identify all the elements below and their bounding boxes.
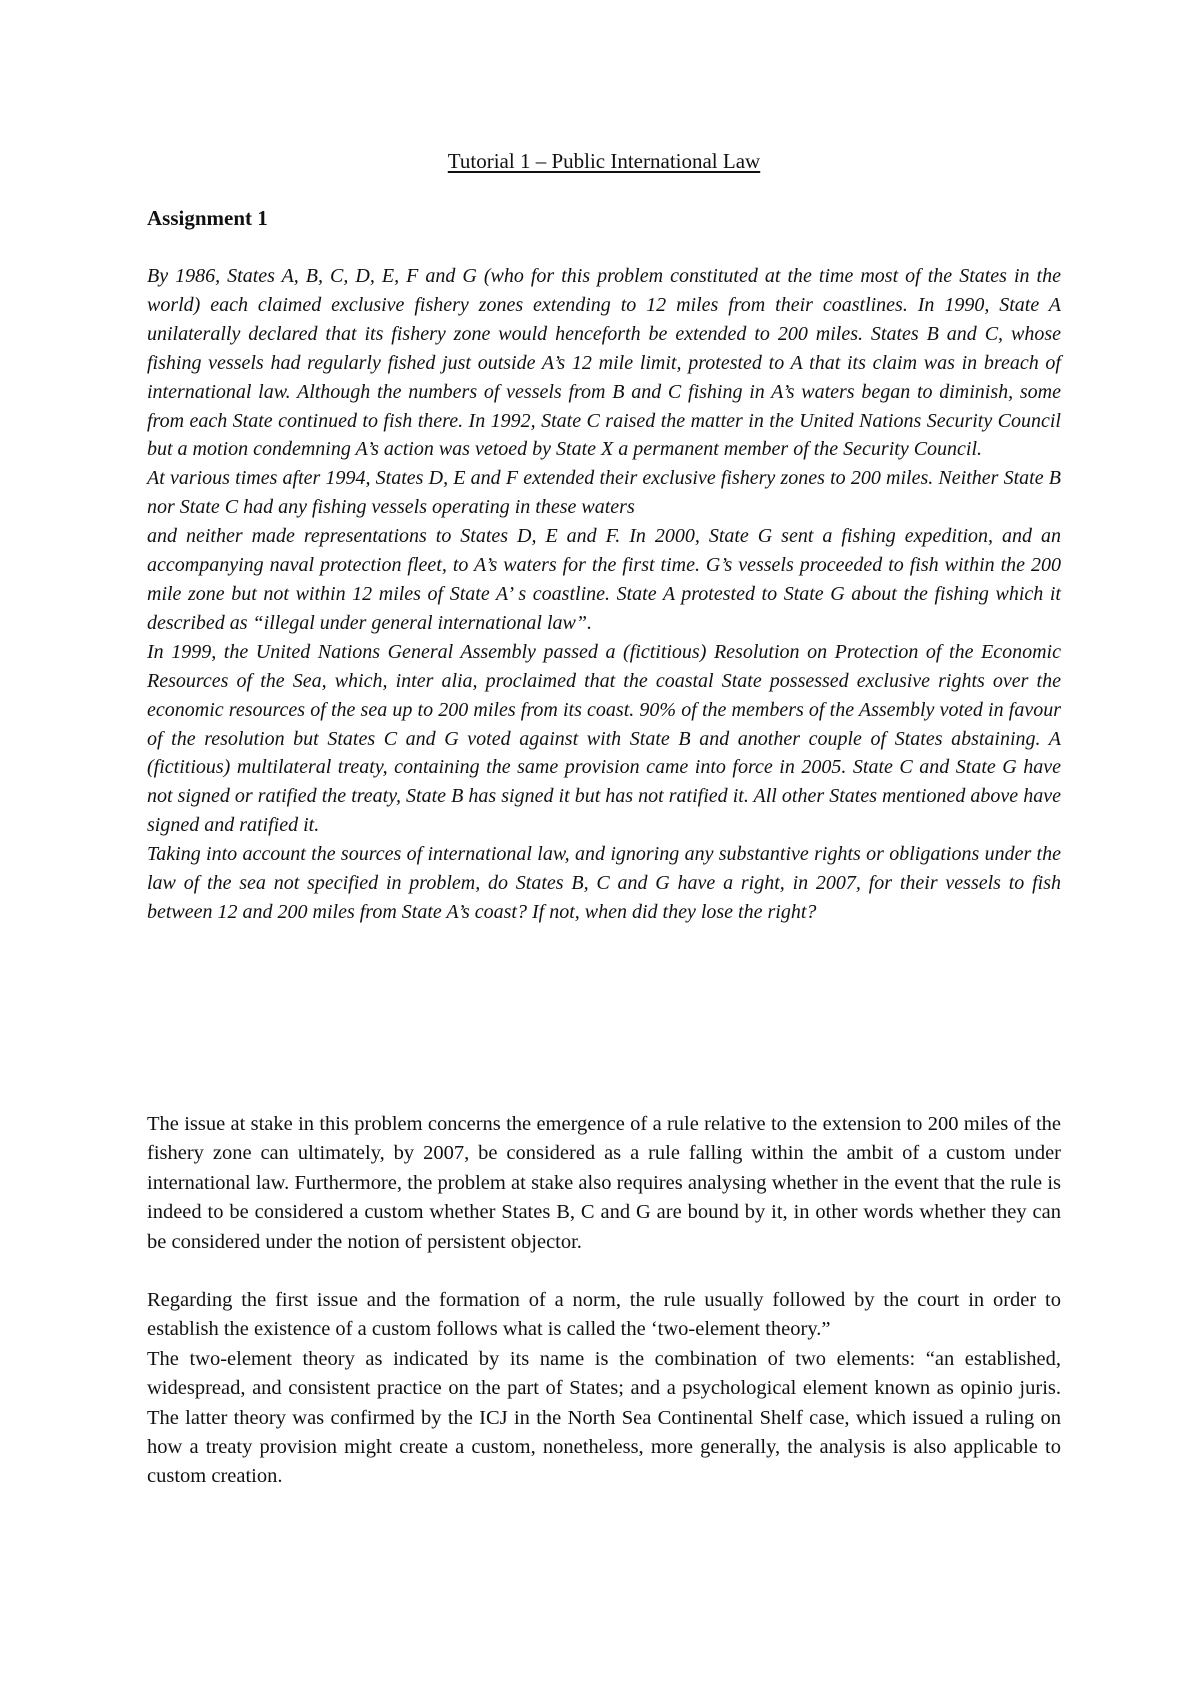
problem-paragraph: At various times after 1994, States D, E and F extended their exclusive fishery zones to 200 miles. Neither State B nor State C had any fishing vessels operating in these waters [147, 467, 1061, 519]
answer-paragraph: The issue at stake in this problem concerns the emergence of a rule relative to the extension to 200 miles of the fishery zone can ultimately, by 2007, be considered as a rule falling within the ambit of a custom under international law. Furthermore, the problem at stake also requires analysing whether in the event that the rule is indeed to be considered a custom whether States B, C and G are bound by it, in other words whether they can be considered under the notion of persistent objector. [147, 1113, 1061, 1253]
assignment-heading: Assignment 1 [147, 206, 268, 230]
answer-body [147, 1110, 1061, 1492]
problem-paragraph: By 1986, States A, B, C, D, E, F and G (who for this problem constituted at the time most of the States in the world) each claimed exclusive fishery zones extending to 12 miles from their coastlines. In 1990, State A unilaterally declared that its fishery zone would henceforth be extended to 200 miles. States B and C, whose fishing vessels had regularly fished just outside A’s 12 mile limit, protested to A that its claim was in breach of international law. Although the numbers of vessels from B and C fishing in A’s waters began to diminish, some from each State continued to fish there. In 1992, State C raised the matter in the United Nations Security Council but a motion condemning A’s action was vetoed by State X a permanent member of the Security Council. [147, 265, 1061, 461]
problem-paragraph: Taking into account the sources of international law, and ignoring any substantive rights or obligations under the law of the sea not specified in problem, do States B, C and G have a right, in 2007, for their vessels to fish between 12 and 200 miles from State A’s coast? If not, when did they lose the right? [147, 843, 1061, 923]
answer-paragraph: Regarding the first issue and the formation of a norm, the rule usually followed by the court in order to establish the existence of a custom follows what is called the ‘two-element theory.” [147, 1289, 1061, 1341]
page-title-text: Tutorial 1 – Public International Law [447, 149, 761, 173]
problem-statement [147, 262, 1061, 927]
document-page [147, 0, 1061, 1698]
problem-paragraph: and neither made representations to States D, E and F. In 2000, State G sent a fishing expedition, and an accompanying naval protection fleet, to A’s waters for the first time. G’s vessels proceeded to fish within the 200 mile zone but not within 12 miles of State A’ s coastline. State A protested to State G about the fishing which it described as “illegal under general international law”. [147, 525, 1061, 634]
page-title [147, 146, 1061, 176]
answer-paragraph: The two-element theory as indicated by its name is the combination of two elements: “an established, widespread, and consistent practice on the part of States; and a psychological element known as opinio juris. The latter theory was confirmed by the ICJ in the North Sea Continental Shelf case, which issued a ruling on how a treaty provision might create a custom, nonetheless, more generally, the analysis is also applicable to custom creation. [147, 1347, 1061, 1488]
problem-paragraph: In 1999, the United Nations General Assembly passed a (fictitious) Resolution on Protection of the Economic Resources of the Sea, which, inter alia, proclaimed that the coastal State possessed exclusive rights over the economic resources of the sea up to 200 miles from its coast. 90% of the members of the Assembly voted in favour of the resolution but States C and G voted against with State B and another couple of States abstaining. A (fictitious) multilateral treaty, containing the same provision came into force in 2005. State C and State G have not signed or ratified the treaty, State B has signed it but has not ratified it. All other States mentioned above have signed and ratified it. [147, 640, 1061, 837]
